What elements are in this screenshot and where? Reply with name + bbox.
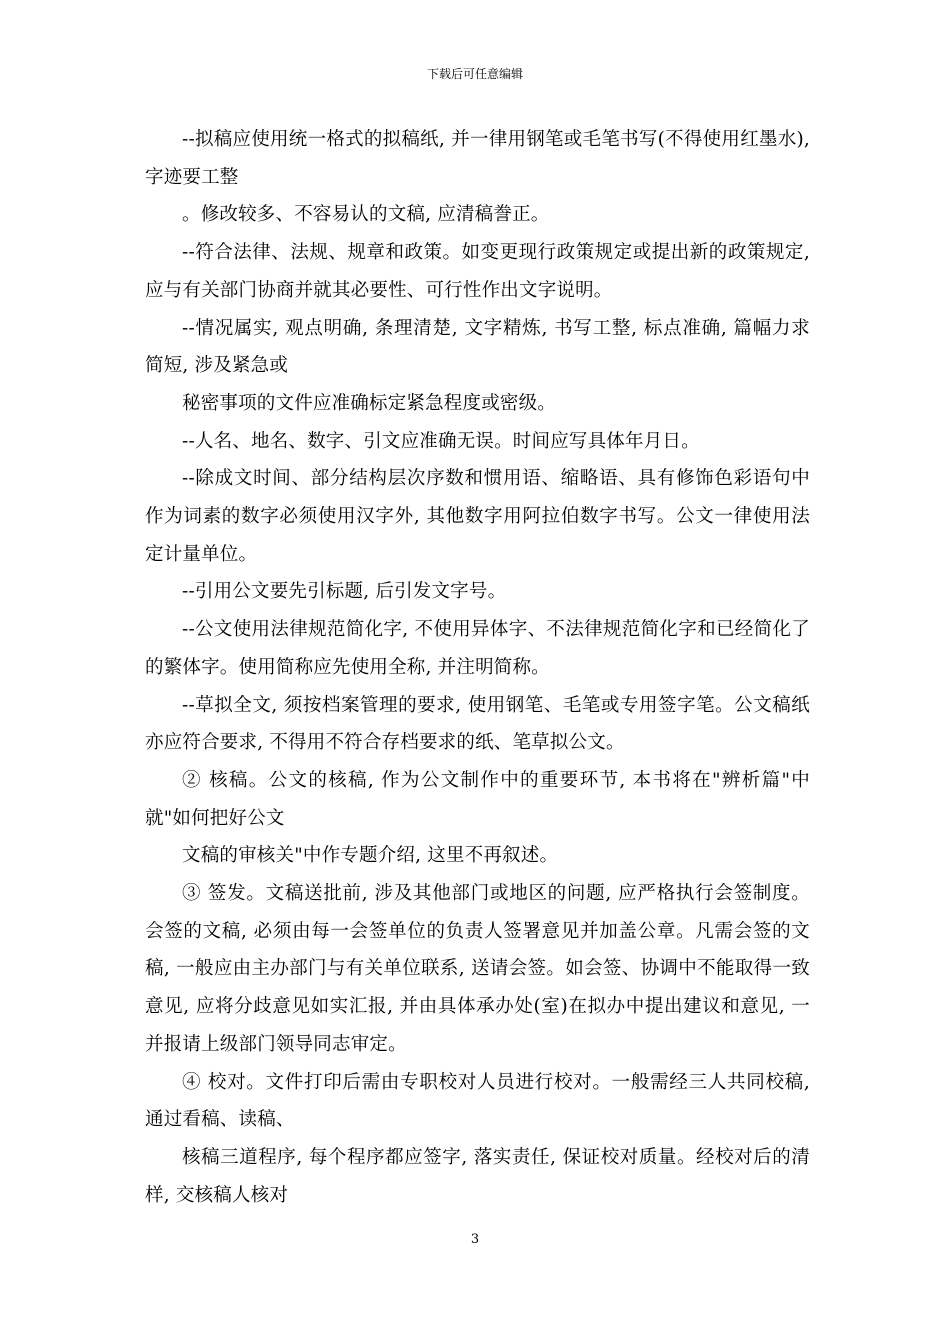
page-header: 下载后可任意编辑 bbox=[426, 67, 523, 81]
page-number: 3 bbox=[470, 1232, 480, 1247]
paragraph-7: --除成文时间、部分结构层次序数和惯用语、缩略语、具有修饰色彩语句中作为词素的数字必须使用汉字外, 其他数字用阿拉伯数字书写。公文一律使用法定计量单位。 bbox=[145, 468, 810, 565]
paragraph-4: --情况属实, 观点明确, 条理清楚, 文字精炼, 书写工整, 标点准确, 篇幅力求简短, 涉及紧急或 bbox=[145, 317, 810, 377]
paragraph-8: --引用公文要先引标题, 后引发文字号。 bbox=[182, 581, 507, 603]
paragraph-5: 秘密事项的文件应准确标定紧急程度或密级。 bbox=[182, 392, 557, 414]
paragraph-1: --拟稿应使用统一格式的拟稿纸, 并一律用钢笔或毛笔书写(不得使用红墨水), 字迹要工整 bbox=[145, 129, 810, 188]
paragraph-15: 核稿三道程序, 每个程序都应签字, 落实责任, 保证校对质量。经校对后的清样, 交核稿人核对 bbox=[145, 1146, 810, 1206]
paragraph-11: ② 核稿。公文的核稿, 作为公文制作中的重要环节, 本书将在"辨析篇"中就"如何把好公文 bbox=[145, 769, 810, 829]
paragraph-3: --符合法律、法规、规章和政策。如变更现行政策规定或提出新的政策规定, 应与有关部门协商并就其必要性、可行性作出文字说明。 bbox=[145, 242, 810, 301]
paragraph-10: --草拟全文, 须按档案管理的要求, 使用钢笔、毛笔或专用签字笔。公文稿纸亦应符合要求, 不得用不符合存档要求的纸、笔草拟公文。 bbox=[145, 694, 810, 754]
paragraph-14: ④ 校对。文件打印后需由专职校对人员进行校对。一般需经三人共同校稿, 通过看稿、读稿、 bbox=[145, 1071, 810, 1131]
paragraph-13: ③ 签发。文稿送批前, 涉及其他部门或地区的问题, 应严格执行会签制度。会签的文稿, 必须由每一会签单位的负责人签署意见并加盖公章。凡需会签的文稿, 一般应由主办部门与有关单位联系, 送请会签。如会签、协调中不能取得一致意见, 应将分歧意见如实汇报, 并由具体承办处(室)在拟办中提出建议和意见, 一并报请上级部门领导同志审定。 bbox=[145, 883, 810, 1055]
paragraph-2: 。修改较多、不容易认的文稿, 应清稿誊正。 bbox=[182, 204, 550, 226]
document-body bbox=[145, 121, 810, 1214]
paragraph-6: --人名、地名、数字、引文应准确无误。时间应写具体年月日。 bbox=[182, 430, 700, 452]
paragraph-9: --公文使用法律规范简化字, 不使用异体字、不法律规范简化字和已经简化了的繁体字。使用简称应先使用全称, 并注明简称。 bbox=[145, 619, 810, 678]
paragraph-12: 文稿的审核关"中作专题介绍, 这里不再叙述。 bbox=[182, 845, 559, 867]
